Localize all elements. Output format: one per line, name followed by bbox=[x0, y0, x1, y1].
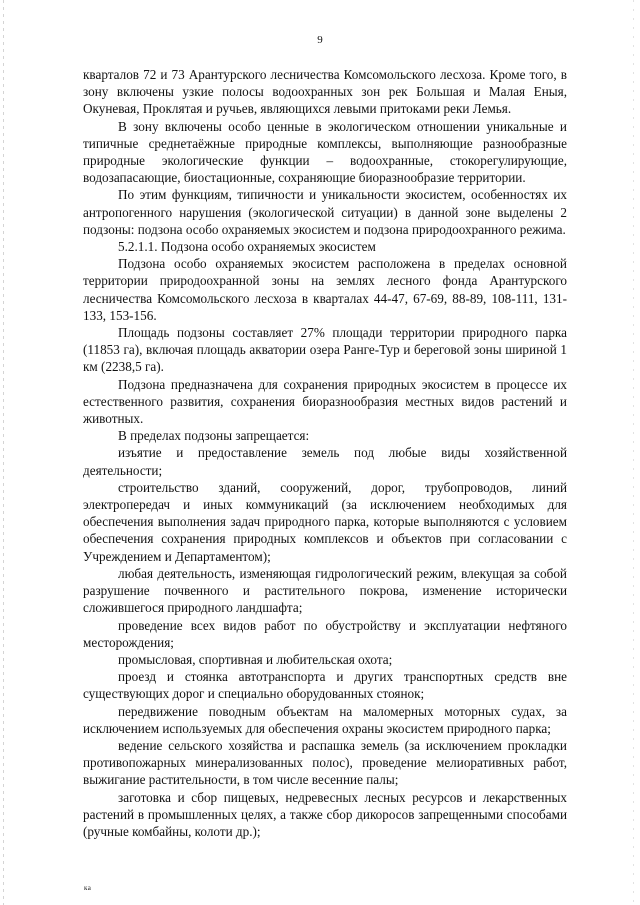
paragraph-continuation: кварталов 72 и 73 Арантурского лесничества Комсомольского лесхоза. Кроме того, в зону включены узкие полосы водоохранных зон рек Большая и Малая Еныя, Окуневая, Проклятая и ручьев, являющихся левыми притоками реки Лемья. bbox=[83, 67, 567, 117]
list-item: изъятие и предоставление земель под любые виды хозяйственной деятельности; bbox=[83, 445, 567, 478]
list-item: строительство зданий, сооружений, дорог, трубопроводов, линий электропередач и иных коммуникаций (за исключением необходимых для обеспечения выполнения задач природного парка, которые выполняются с условием обеспечения сохранения природных комплексов и объектов при согласовании с Учреждением и Департаментом); bbox=[83, 479, 567, 564]
paragraph-area: Площадь подзоны составляет 27% площади территории природного парка (11853 га), включая площадь акватории озера Ранге-Тур и береговой зоны шириной 1 км (2238,5 га). bbox=[83, 325, 567, 375]
footer-mark: ка bbox=[84, 884, 92, 892]
page-number: 9 bbox=[317, 34, 323, 46]
scan-edge-left bbox=[3, 0, 4, 905]
list-item: любая деятельность, изменяющая гидрологический режим, влекущая за собой разрушение почвенного и растительного покрова, изменение исторически сложившегося природного ландшафта; bbox=[83, 565, 567, 616]
list-item: ведение сельского хозяйства и распашка земель (за исключением прокладки противопожарных минерализованных полос), проведение мелиоративных работ, выжигание растительности, в том числе весенние палы; bbox=[83, 737, 567, 788]
list-item: заготовка и сбор пищевых, недревесных лесных ресурсов и лекарственных растений в промышленных целях, а также сбор дикоросов запрещенными способами (ручные комбайны, колоти др.); bbox=[83, 789, 567, 839]
paragraph-zone-values: В зону включены особо ценные в экологическом отношении уникальные и типичные среднетаёжные природные комплексы, выполняющие разнообразные природные экологические функции – водоохранные, стокорегулирующие, водозапасающие, биостационные, сохраняющие биоразнообразие территории. bbox=[83, 118, 567, 186]
scan-edge-right bbox=[633, 0, 634, 905]
section-heading: 5.2.1.1. Подзона особо охраняемых экосистем bbox=[118, 239, 376, 255]
list-item: проезд и стоянка автотранспорта и других транспортных средств вне существующих дорог и специально оборудованных стоянок; bbox=[83, 669, 567, 702]
paragraph-purpose: Подзона предназначена для сохранения природных экосистем в процессе их естественного развития, сохранения биоразнообразия местных видов растений и животных. bbox=[83, 376, 567, 427]
paragraph-subzones: По этим функциям, типичности и уникальности экосистем, особенностях их антропогенного нарушения (экологической ситуации) в данной зоне выделены 2 подзоны: подзона особо охраняемых экосистем и подзона природоохранного режима. bbox=[83, 187, 567, 237]
list-item: проведение всех видов работ по обустройству и эксплуатации нефтяного месторождения; bbox=[83, 617, 567, 650]
document-body bbox=[83, 66, 567, 840]
paragraph-prohibited-intro: В пределах подзоны запрещается: bbox=[118, 428, 310, 444]
paragraph-location: Подзона особо охраняемых экосистем расположена в пределах основной территории природоохранной зоны на землях лесного фонда Арантурского лесничества Комсомольского лесхоза в кварталах 44-47, 67-69, 88-89, 108-111, 131-133, 153-156. bbox=[83, 256, 567, 323]
list-item: передвижение поводным объектам на маломерных моторных судах, за исключением используемых для обеспечения охраны экосистем природного парка; bbox=[83, 703, 567, 736]
list-item: промысловая, спортивная и любительская охота; bbox=[118, 651, 393, 667]
